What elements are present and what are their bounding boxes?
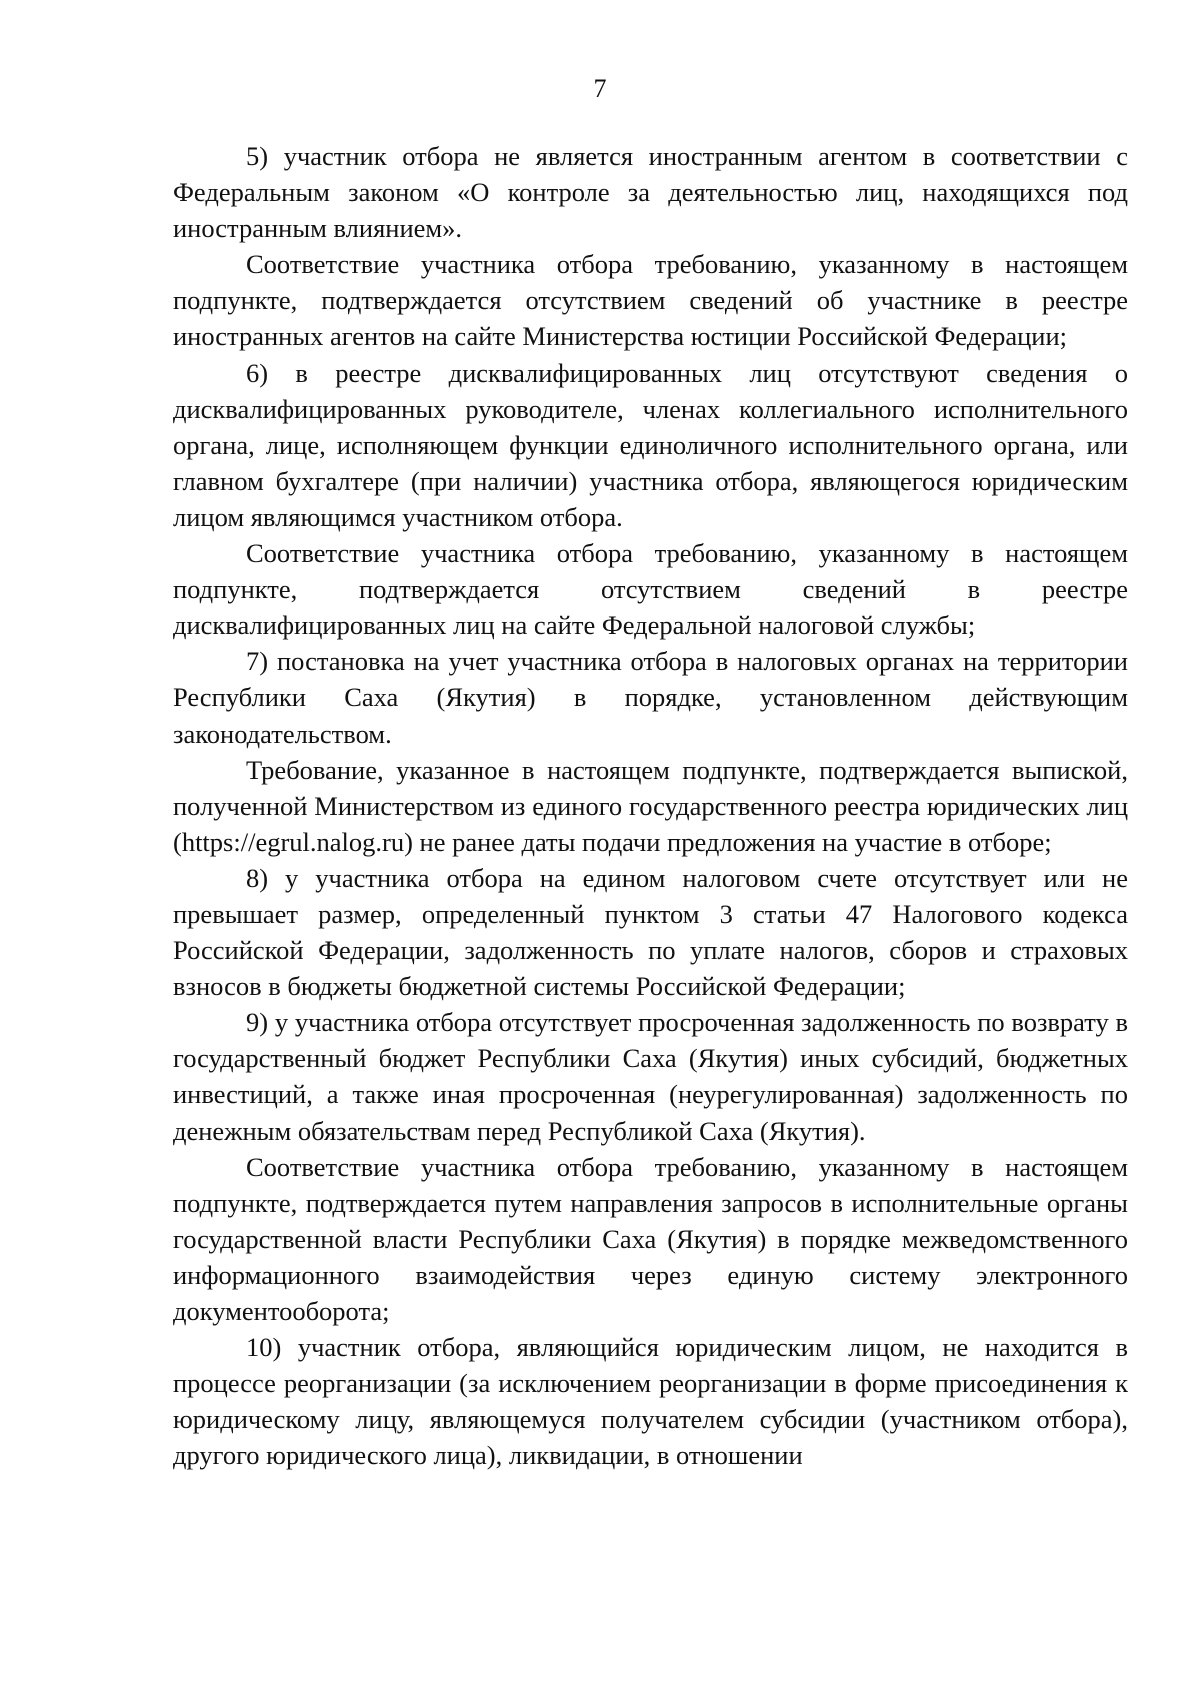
paragraph-item-5: 5) участник отбора не является иностранным агентом в соответствии с Федеральным законом «О контроле за деятельностью лиц, находящихся под иностранным влиянием». [173,141,1128,244]
paragraph-item-6: 6) в реестре дисквалифицированных лиц отсутствуют сведения о дисквалифицированных руководителе, членах коллегиального исполнительного органа, лице, исполняющем функции единоличного исполнительного органа, или главном бухгалтере (при наличии) участника отбора, являющегося юридическим лицом являющимся участником отбора. [173,357,1128,532]
paragraph-item-7-confirmation: Требование, указанное в настоящем подпункте, подтверждается выпиской, полученной Министерством из единого государственного реестра юридических лиц (https://egrul.nalog.ru) не ранее даты подачи предложения на участие в отборе; [173,754,1128,857]
paragraph-item-8: 8) у участника отбора на едином налоговом счете отсутствует или не превышает размер, определенный пунктом 3 статьи 47 Налогового кодекса Российской Федерации, задолженность по уплате налогов, сборов и страховых взносов в бюджеты бюджетной системы Российской Федерации; [173,862,1128,1002]
document-body [173,138,1128,1473]
paragraph-item-10: 10) участник отбора, являющийся юридическим лицом, не находится в процессе реорганизации (за исключением реорганизации в форме присоединения к юридическому лицу, являющемуся получателем субсидии (участником отбора), другого юридического лица), ликвидации, в отношении [173,1332,1128,1471]
paragraph-item-6-confirmation: Соответствие участника отбора требованию, указанному в настоящем подпункте, подтверждается отсутствием сведений в реестре дисквалифицированных лиц на сайте Федеральной налоговой службы; [173,538,1128,641]
paragraph-item-7: 7) постановка на учет участника отбора в налоговых органах на территории Республики Саха (Якутия) в порядке, установленном действующим законодательством. [173,646,1128,749]
paragraph-item-5-confirmation: Соответствие участника отбора требованию, указанному в настоящем подпункте, подтверждается отсутствием сведений об участнике в реестре иностранных агентов на сайте Министерства юстиции Российской Федерации; [173,249,1128,352]
page-number: 7 [593,74,607,103]
paragraph-item-9-confirmation: Соответствие участника отбора требованию, указанному в настоящем подпункте, подтверждается путем направления запросов в исполнительные органы государственной власти Республики Саха (Якутия) в порядке межведомственного информационного взаимодействия через единую систему электронного документооборота; [173,1151,1128,1326]
paragraph-item-9: 9) у участника отбора отсутствует просроченная задолженность по возврату в государственный бюджет Республики Саха (Якутия) иных субсидий, бюджетных инвестиций, а также иная просроченная (неурегулированная) задолженность по денежным обязательствам перед Республикой Саха (Якутия). [173,1007,1128,1146]
